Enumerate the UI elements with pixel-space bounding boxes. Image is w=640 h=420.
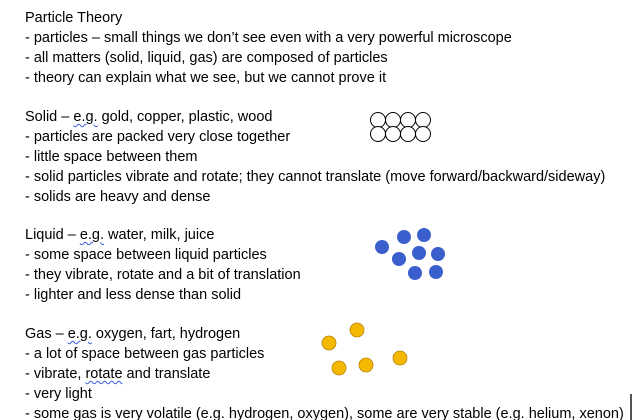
liquid-heading [25, 225, 214, 245]
solid-bullet-3: - solid particles vibrate and rotate; they cannot translate (move forward/backward/sideway) [25, 169, 606, 185]
gas-heading [25, 324, 240, 344]
theory-title: Particle Theory [25, 10, 123, 26]
solid-heading [25, 107, 272, 127]
gas-bullet-2-prefix: - vibrate, [25, 366, 86, 382]
solid-bullet-2: - little space between them [25, 149, 198, 165]
liquid-bullet-1: - some space between liquid particles [25, 247, 267, 263]
theory-bullet-1: - particles – small things we don’t see even with a very powerful microscope [25, 30, 512, 46]
solid-bullet-4: - solids are heavy and dense [25, 189, 211, 205]
solid-particle [416, 113, 431, 128]
solid-particles-diagram [366, 110, 436, 144]
gas-particle [393, 351, 407, 365]
gas-bullet-1: - a lot of space between gas particles [25, 346, 265, 362]
liquid-heading-suffix: water, milk, juice [104, 227, 215, 243]
liquid-particle [429, 265, 443, 279]
liquid-particle [392, 252, 406, 266]
liquid-bullet-2: - they vibrate, rotate and a bit of translation [25, 267, 301, 283]
gas-particles [322, 323, 407, 375]
solid-heading-suffix: gold, copper, plastic, wood [97, 109, 273, 125]
liquid-particles [375, 228, 445, 280]
gas-bullet-2 [25, 364, 210, 384]
solid-particle [416, 127, 431, 142]
solid-bullet-1: - particles are packed very close together [25, 129, 291, 145]
liquid-particle [397, 230, 411, 244]
liquid-bullet-3: - lighter and less dense than solid [25, 287, 242, 303]
gas-heading-suffix: oxygen, fart, hydrogen [91, 326, 241, 342]
gas-particle [350, 323, 364, 337]
gas-bullet-3: - very light [25, 386, 92, 402]
solid-particle [401, 127, 416, 142]
solid-particle [371, 113, 386, 128]
gas-eg: e.g. [67, 326, 92, 342]
liquid-heading-prefix: Liquid – [25, 227, 80, 243]
solid-heading-prefix: Solid – [25, 109, 74, 125]
gas-rotate-word: rotate [85, 366, 123, 382]
gas-bullet-4: - some gas is very volatile (e.g. hydrogen, oxygen), some are very stable (e.g. helium, xenon) [25, 406, 624, 420]
text-cursor-bar [630, 394, 632, 420]
solid-particle [386, 113, 401, 128]
solid-particle [386, 127, 401, 142]
liquid-eg: e.g. [79, 227, 105, 243]
liquid-particle [412, 246, 426, 260]
theory-bullet-2: - all matters (solid, liquid, gas) are composed of particles [25, 50, 388, 66]
liquid-particle [417, 228, 431, 242]
gas-particle [322, 336, 336, 350]
solid-particle [371, 127, 386, 142]
liquid-particle [375, 240, 389, 254]
theory-bullet-3: - theory can explain what we see, but we cannot prove it [25, 70, 387, 86]
gas-particle [332, 361, 346, 375]
solid-eg: e.g. [73, 109, 98, 125]
solid-particle [401, 113, 416, 128]
solid-particles [371, 113, 431, 142]
gas-bullet-2-suffix: and translate [122, 366, 211, 382]
liquid-particles-diagram [370, 222, 450, 288]
gas-particles-diagram [318, 318, 418, 384]
gas-heading-prefix: Gas – [25, 326, 68, 342]
liquid-particle [431, 247, 445, 261]
gas-particle [359, 358, 373, 372]
liquid-particle [408, 266, 422, 280]
